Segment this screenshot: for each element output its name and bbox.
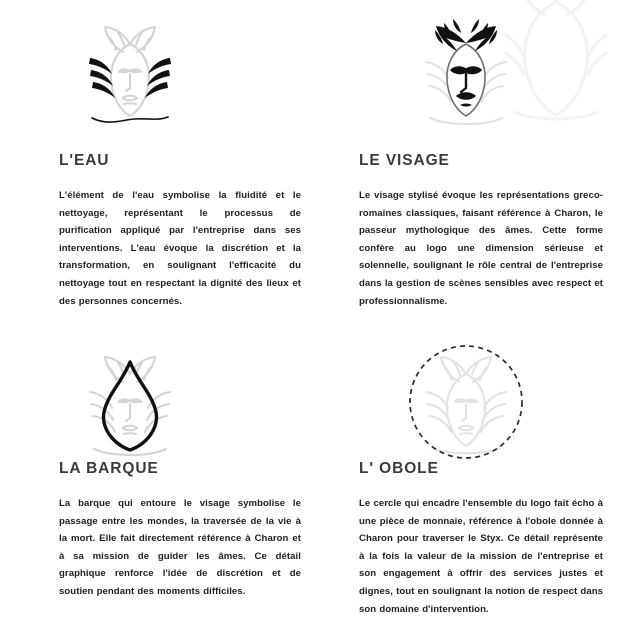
logo-circle-coin-highlight-icon — [402, 338, 530, 466]
card-title-la-barque: LA BARQUE — [59, 460, 159, 477]
face-mouth — [456, 92, 476, 106]
logo-boat-highlight-icon — [66, 338, 194, 466]
water-wave-bottom — [92, 117, 168, 122]
card-la-barque — [0, 330, 340, 600]
card-body-leau: L'élément de l'eau symbolise la fluidité et le nettoyage, représentant le processus de purification appliqué par l'entreprise dans ses interventions. L'eau évoque la discrétion et la transformation, en soulignant l'efficacité du nettoyage tout en respectant la dignité des lieux et des personnes concernés. — [59, 190, 301, 307]
card-body-le-visage: Le visage stylisé évoque les représentations greco-romaines classiques, faisant référence à Charon, le passeur mythologique des âmes. Cette forme confère au logo une dimension sérieuse et solennelle, soulignant le rôle central de l'entreprise dans la gestion de scènes sensibles avec respect et professionnalisme. — [359, 190, 603, 307]
card-body-lobole: Le cercle qui encadre l'ensemble du logo fait écho à une pièce de monnaie, référence à l'obole donnée à Charon pour traverser le Styx. Ce détail représente à la fois la valeur de la mission de l'entreprise et son engagement à offrir des services justes et dignes, tout en soulignant la notion de respect dans son domaine d'intervention. — [359, 498, 603, 615]
card-title-le-visage: LE VISAGE — [359, 152, 450, 169]
card-leau — [0, 0, 340, 330]
card-body-la-barque: La barque qui entoure le visage symbolise le passage entre les mondes, la traversée de la vie à la mort. Elle fait directement référence à Charon et à sa mission de guider les âmes. Ce détail graphique renforce l'idée de discrétion et de soutien pendant des moments difficiles. — [59, 498, 301, 597]
card-lobole — [340, 330, 637, 615]
card-title-lobole: L' OBOLE — [359, 460, 439, 477]
card-le-visage — [340, 0, 637, 330]
card-title-leau: L'EAU — [59, 152, 110, 169]
logo-face-highlight-icon — [402, 8, 530, 136]
logo-water-highlight-icon — [66, 8, 194, 136]
